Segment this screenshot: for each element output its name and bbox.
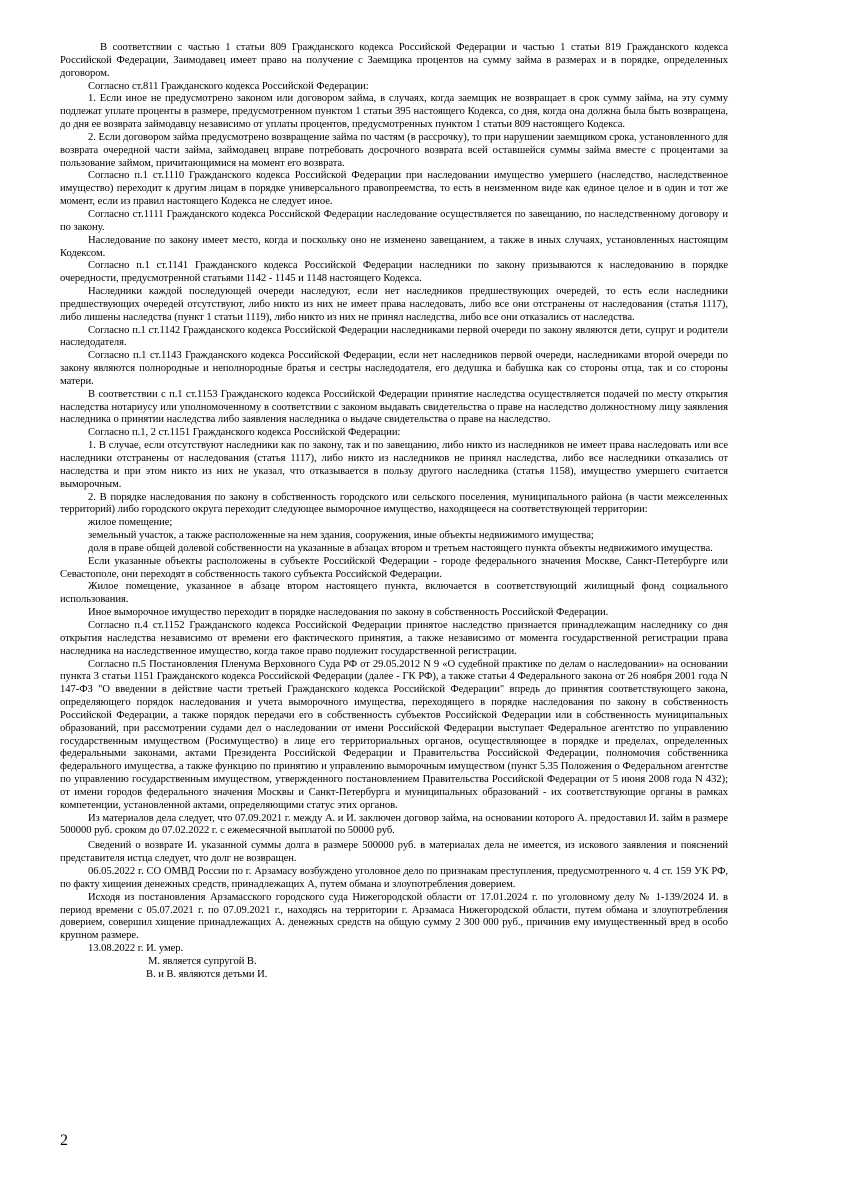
paragraph: Согласно ст.811 Гражданского кодекса Российской Федерации:: [88, 80, 369, 92]
paragraph: В соответствии с частью 1 статьи 809 Гражданского кодекса Российской Федерации и частью 1 статьи 819 Гражданского кодекса Российской Федерации, Заимодавец имеет право на получение с Заемщика процентов на сумму займа в размерах и в порядке, определенных договором.: [60, 42, 728, 79]
paragraph: 1. В случае, если отсутствуют наследники как по закону, так и по завещанию, либо никто из наследников не имеет права наследовать или все наследники отстранены от наследования (статья 1117), либо никто из наследников не принял наследства, либо все наследники отказались от наследства и при этом никто из них не указал, что отказывается в пользу другого наследника (статья 1158), имущество умершего считается выморочным.: [60, 440, 728, 490]
paragraph: 2. В порядке наследования по закону в собственность городского или сельского поселения, муниципального района (в части межселенных территорий) либо городского округа переходит следующее выморочное имущество, находящееся на соответствующей территории:: [60, 491, 728, 516]
paragraph: Иное выморочное имущество переходит в порядке наследования по закону в собственность Российской Федерации.: [88, 607, 609, 619]
paragraph: земельный участок, а также расположенные на нем здания, сооружения, иные объекты недвижимого имущества;: [88, 530, 594, 542]
paragraph: Согласно п.4 ст.1152 Гражданского кодекса Российской Федерации принятое наследство признается принадлежащим наследнику со дня открытия наследства независимо от времени его фактического принятия, а также независимо от момента государственной регистрации права наследника на наследственное имущество, когда такое право подлежит государственной регистрации.: [60, 619, 728, 657]
paragraph: В соответствии с п.1 ст.1153 Гражданского кодекса Российской Федерации принятие наследства осуществляется подачей по месту открытия наследства нотариусу или уполномоченному в соответствии с законом выдавать свидетельства о праве на наследство должностному лицу заявления наследника о принятии наследства либо заявления наследника о выдаче свидетельства о праве на наследство.: [60, 388, 728, 426]
paragraph: Из материалов дела следует, что 07.09.2021 г. между А. и И. заключен договор займа, на основании которого А. предоставил И. займ в размере 500000 руб. сроком до 07.02.2022 г. с ежемесячной выплатой по 50000 руб.: [60, 812, 728, 837]
paragraph: Согласно п.1 ст.1143 Гражданского кодекса Российской Федерации, если нет наследников первой очереди, наследниками второй очереди по закону являются полнородные и неполнородные братья и сестры наследодателя, его дедушка и бабушка как со стороны отца, так и со стороны матери.: [60, 350, 728, 387]
paragraph: жилое помещение;: [88, 517, 173, 529]
paragraph: Согласно п.5 Постановления Пленума Верховного Суда РФ от 29.05.2012 N 9 «О судебной практике по делам о наследовании» на основании пункта 3 статьи 1151 Гражданского кодекса Российской Федерации (далее - ГК РФ), а также статьи 4 Федерального закона от 26 ноября 2001 года N 147-ФЗ "О введении в действие части третьей Гражданского кодекса Российской Федерации" впредь до принятия соответствующего закона, определяющего порядок наследования и учета выморочного имущества, переходящего в порядке наследования по закону в собственность Российской Федерации, а также порядок передачи его в собственность субъектов Российской Федерации или в собственность муниципальных образований, при рассмотрении судами дел о наследовании от имени Российской Федерации выступает Федеральное агентство по управлению государственным имуществом (Росимущество) в лице его территориальных органов, осуществляющее в порядке и пределах, определенных федеральными законами, актами Президента Российской Федерации и Правительства Российской Федерации, полномочия собственника федерального имущества, а также функцию по принятию и управлению выморочным имуществом (пункт 5.35 Положения о Федеральном агентстве по управлению государственным имуществом, утвержденного постановлением Правительства Российской Федерации от 5 июня 2008 года N 432); от имени городов федерального значения Москвы и Санкт-Петербурга и муниципальных образований - их соответствующие органы в рамках компетенции, установленной актами, определяющими статус этих органов.: [60, 658, 728, 811]
paragraph: доля в праве общей долевой собственности на указанные в абзацах втором и третьем настоящего пункта объекты недвижимого имущества.: [88, 542, 713, 554]
paragraph: В. и В. являются детьми И.: [146, 968, 268, 980]
paragraph: 1. Если иное не предусмотрено законом или договором займа, в случаях, когда заемщик не возвращает в срок сумму займа, на эту сумму подлежат уплате проценты в размере, предусмотренном пунктом 1 статьи 395 настоящего Кодекса, со дня, когда она должна была быть возвращена, до дня ее возврата займодавцу независимо от уплаты процентов, предусмотренных пунктом 1 статьи 809 настоящего Кодекса.: [60, 93, 728, 131]
paragraph: 2. Если договором займа предусмотрено возвращение займа по частям (в рассрочку), то при нарушении заемщиком срока, установленного для возврата очередной части займа, займодавец вправе потребовать досрочного возврата всей оставшейся суммы займа вместе с процентами за пользование займом, причитающимися на момент его возврата.: [60, 131, 728, 169]
paragraph: Исходя из постановления Арзамасского городского суда Нижегородской области от 17.01.2024 г. по уголовному делу № 1-139/2024 И. в период времени с 05.07.2021 г. по 07.09.2021 г., находясь на территории г. Арзамаса Нижегородской области, путем обмана и злоупотребления доверием, совершил хищение принадлежащих А. денежных средств на общую сумму 2 300 000 руб., причинив ему имущественный вред в особо крупном размере.: [60, 891, 728, 942]
paragraph: Сведений о возврате И. указанной суммы долга в размере 500000 руб. в материалах дела не имеется, из искового заявления и пояснений представителя истца следует, что долг не возвращен.: [60, 840, 728, 865]
paragraph: Наследники каждой последующей очереди наследуют, если нет наследников предшествующих очередей, то есть если наследники предшествующих очередей отсутствуют, либо никто из них не имеет права наследовать, либо все они отстранены от наследования (статья 1117), либо лишены наследства (пункт 1 статьи 1119), либо никто из них не принял наследства, либо все они отказались от наследства.: [60, 286, 728, 323]
paragraph: Согласно п.1 ст.1142 Гражданского кодекса Российской Федерации наследниками первой очереди по закону являются дети, супруг и родители наследодателя.: [60, 324, 728, 349]
document-body: [60, 42, 728, 982]
paragraph: Согласно п.1 ст.1141 Гражданского кодекса Российской Федерации наследники по закону призываются к наследованию в порядке очередности, предусмотренной статьями 1142 - 1145 и 1148 настоящего Кодекса.: [60, 260, 728, 285]
page-number: 2: [60, 1132, 68, 1149]
paragraph: Наследование по закону имеет место, когда и поскольку оно не изменено завещанием, а также в иных случаях, установленных настоящим Кодексом.: [60, 234, 728, 259]
paragraph: М. является супругой В.: [148, 955, 257, 967]
paragraph: 06.05.2022 г. СО ОМВД России по г. Арзамасу возбуждено уголовное дело по признакам преступления, предусмотренного ч. 4 ст. 159 УК РФ, по факту хищения денежных средств, принадлежащих А, путем обмана и злоупотребления доверием.: [60, 866, 728, 890]
paragraph: Согласно п.1, 2 ст.1151 Гражданского кодекса Российской Федерации:: [88, 427, 401, 439]
paragraph: Согласно п.1 ст.1110 Гражданского кодекса Российской Федерации при наследовании имущество умершего (наследство, наследственное имущество) переходит к другим лицам в порядке универсального правопреемства, то есть в неизменном виде как единое целое и в один и тот же момент, если из правил настоящего Кодекса не следует иное.: [60, 170, 728, 208]
paragraph: Если указанные объекты расположены в субъекте Российской Федерации - городе федерального значения Москве, Санкт-Петербурге или Севастополе, они переходят в собственность такого субъекта Российской Федерации.: [60, 555, 728, 580]
paragraph: Согласно ст.1111 Гражданского кодекса Российской Федерации наследование осуществляется по завещанию, по наследственному договору и по закону.: [60, 208, 728, 233]
paragraph: 13.08.2022 г. И. умер.: [88, 943, 184, 955]
paragraph: Жилое помещение, указанное в абзаце втором настоящего пункта, включается в соответствующий жилищный фонд социального использования.: [60, 581, 728, 606]
